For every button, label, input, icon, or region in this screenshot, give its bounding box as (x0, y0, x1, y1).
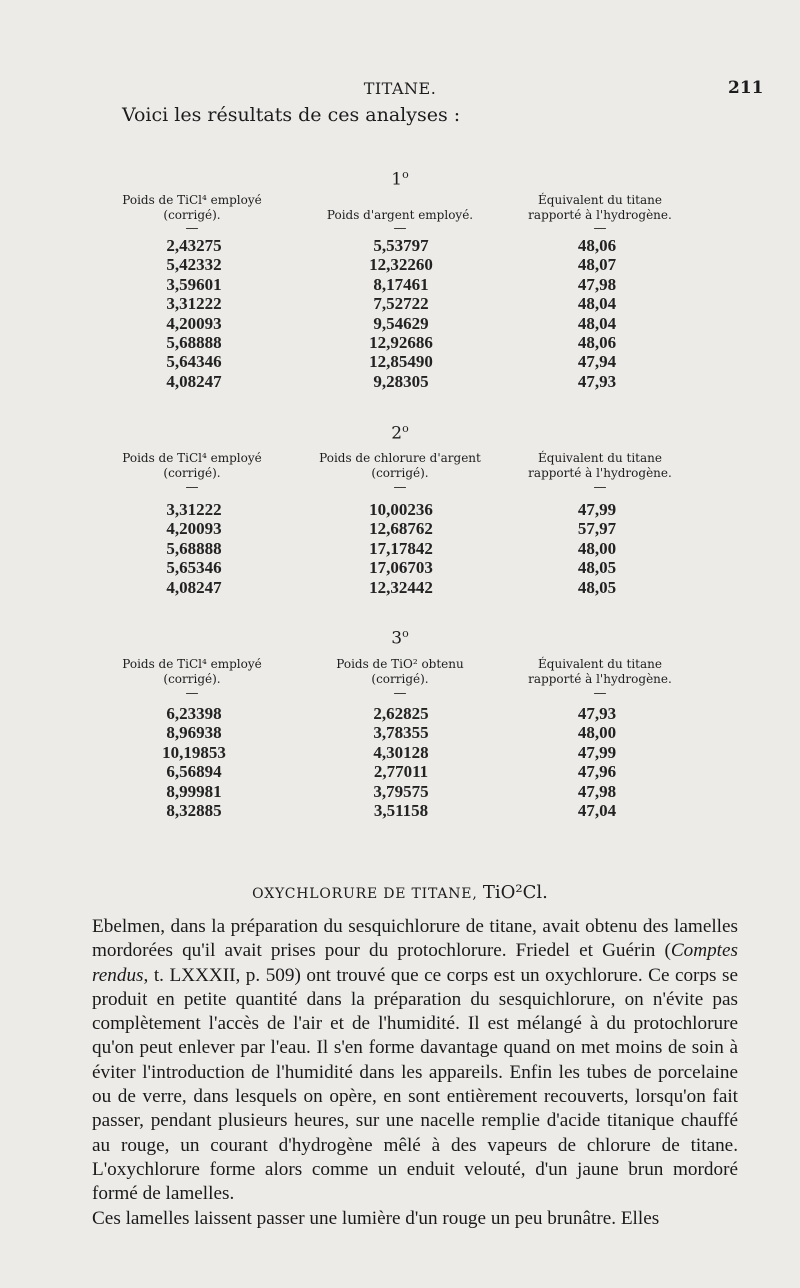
section-number-value: 3 (391, 628, 403, 649)
table-cell: 48,04 (577, 313, 617, 333)
table-cell: 12,85490 (369, 352, 433, 372)
table-cell: 5,64346 (166, 352, 222, 372)
table-cell: 48,06 (577, 236, 617, 255)
table-cell: 8,32885 (166, 801, 222, 821)
ordinal-mark: o (402, 168, 409, 181)
table1-col1-header (118, 193, 266, 223)
table-cell: 3,78355 (373, 723, 429, 743)
section-number-2 (0, 422, 800, 444)
table-cell: 10,00236 (369, 500, 433, 519)
subtitle-text: OXYCHLORURE DE TITANE, (252, 886, 483, 902)
table3-col2-dash: — (393, 686, 407, 701)
table-cell: 17,17842 (369, 538, 433, 558)
table-cell: 6,23398 (166, 704, 222, 723)
table-cell: 4,08247 (166, 577, 222, 597)
table-cell: 12,92686 (369, 333, 433, 353)
header-line: Équivalent du titane (538, 657, 662, 671)
journal-title: Comptes rendus (92, 940, 738, 986)
table-cell: 47,93 (577, 371, 617, 391)
table-cell: 4,30128 (373, 742, 429, 762)
section-number-1 (0, 168, 800, 190)
header-line: (corrigé). (163, 208, 221, 222)
running-header-title: TITANE. (363, 79, 437, 98)
table3-col3-dash: — (593, 686, 607, 701)
header-line: (corrigé). (371, 466, 429, 480)
table1-col2-dash: — (393, 221, 407, 236)
table-cell: 8,17461 (373, 274, 429, 294)
header-line: (corrigé). (163, 672, 221, 686)
table-cell: 47,93 (577, 704, 617, 723)
table-cell: 6,56894 (166, 762, 222, 782)
table-cell: 48,04 (577, 294, 617, 314)
table2-col1-values (130, 500, 258, 597)
table-cell: 47,94 (577, 352, 617, 372)
paragraph-1 (92, 915, 738, 1207)
section-number-value: 2 (391, 423, 403, 444)
ordinal-mark: o (402, 422, 409, 435)
table-cell: 10,19853 (162, 742, 226, 762)
table-cell: 48,05 (577, 558, 617, 578)
header-line: Poids de TiCl⁴ employé (122, 193, 262, 207)
table1-col3-header (525, 193, 675, 223)
body-text (92, 915, 738, 1231)
header-line: Poids de TiCl⁴ employé (122, 657, 262, 671)
paragraph-text: , t. LXXXII, p. 509) ont trouvé que ce corps est un oxychlorure. Ce corps se produit en petite quantité dans la préparation du sesquichlorure, on n'évite pas complètement l'accès de l'air et de l'humidité. Il est mélangé à du protochlorure qu'on peut enlever par l'eau. Il s'en forme davantage quand on met moins de soin à éviter l'introduction de l'humidité dans les appareils. Enfin les tubes de porcelaine ou de verre, dans lesquels on opère, en sont entièrement recouverts, lorsqu'on fait passer, pendant plusieurs heures, sur une nacelle remplie d'acide titanique chauffé au rouge, un courant d'hydrogène mêlé à des vapeurs de chlorure de titane. L'oxychlorure forme alors comme un enduit velouté, d'un jaune brun mordoré formé de lamelles. (92, 964, 738, 1205)
table-cell: 47,04 (577, 801, 617, 821)
table-cell: 8,96938 (166, 723, 222, 743)
paragraph-2: Ces lamelles laissent passer une lumière d'un rouge un peu brunâtre. Elles (92, 1207, 660, 1229)
table1-col1-dash: — (185, 221, 199, 236)
section-number-value: 1 (391, 169, 403, 190)
table-cell: 12,68762 (369, 519, 433, 539)
header-line: Équivalent du titane (538, 193, 662, 207)
table-cell: 57,97 (577, 519, 617, 539)
header-line: Poids d'argent employé. (326, 208, 474, 222)
table-cell: 12,32442 (369, 577, 433, 597)
table2-col3-header (525, 451, 675, 481)
table-cell: 8,99981 (166, 781, 222, 801)
table-cell: 5,68888 (166, 333, 222, 353)
header-line: rapporté à l'hydrogène. (528, 672, 672, 686)
table-cell: 7,52722 (373, 294, 429, 314)
paragraph-text: Ebelmen, dans la préparation du sesquichlorure de titane, avait obtenu des lamelles mordorées qu'il avait prises pour du protochlorure. Friedel et Guérin ( (92, 916, 738, 962)
header-line: Poids de chlorure d'argent (319, 451, 481, 465)
table-cell: 5,68888 (166, 538, 222, 558)
table-cell: 2,43275 (166, 236, 222, 255)
table-cell: 47,99 (577, 742, 617, 762)
table3-col3-header (525, 657, 675, 687)
header-line: rapporté à l'hydrogène. (528, 208, 672, 222)
table3-col1-dash: — (185, 686, 199, 701)
table-cell: 3,31222 (166, 294, 222, 314)
header-line: Poids de TiO² obtenu (336, 657, 464, 671)
table1-col3-values (545, 236, 649, 391)
ordinal-mark: o (402, 627, 409, 640)
header-line: Équivalent du titane (538, 451, 662, 465)
table3-col2-header (306, 657, 494, 687)
table2-col2-values (332, 500, 470, 597)
table-cell: 3,59601 (166, 274, 222, 294)
table-cell: 9,28305 (373, 371, 429, 391)
table2-col2-header (306, 451, 494, 481)
table-cell: 5,42332 (166, 255, 222, 275)
table2-col1-header (118, 451, 266, 481)
table3-col1-header (118, 657, 266, 687)
table-cell: 5,53797 (373, 236, 429, 255)
table-cell: 47,98 (577, 274, 617, 294)
table-cell: 48,07 (577, 255, 617, 275)
header-line: (corrigé). (371, 672, 429, 686)
table3-col3-values (545, 704, 649, 820)
section-number-3 (0, 627, 800, 649)
table1-col2-values (332, 236, 470, 391)
table-cell: 47,98 (577, 781, 617, 801)
table-cell: 3,79575 (373, 781, 429, 801)
table2-col1-dash: — (185, 480, 199, 495)
header-line: rapporté à l'hydrogène. (528, 466, 672, 480)
table2-col2-dash: — (393, 480, 407, 495)
table-cell: 3,31222 (166, 500, 222, 519)
table2-col3-values (545, 500, 649, 597)
section-subtitle (0, 882, 800, 903)
table-cell: 9,54629 (373, 313, 429, 333)
intro-line: Voici les résultats de ces analyses : (122, 104, 461, 126)
table-cell: 48,00 (577, 538, 617, 558)
table-cell: 5,65346 (166, 558, 222, 578)
header-line: Poids de TiCl⁴ employé (122, 451, 262, 465)
table1-col3-dash: — (593, 221, 607, 236)
table-cell: 4,08247 (166, 371, 222, 391)
header-line: (corrigé). (163, 466, 221, 480)
table-cell: 48,06 (577, 333, 617, 353)
table3-col1-values (130, 704, 258, 820)
table-cell: 2,77011 (373, 762, 429, 782)
table-cell: 48,00 (577, 723, 617, 743)
subtitle-formula: TiO²Cl. (482, 882, 548, 903)
table-cell: 12,32260 (369, 255, 433, 275)
table1-col1-values (130, 236, 258, 391)
table-cell: 2,62825 (373, 704, 429, 723)
table-cell: 47,99 (577, 500, 617, 519)
table-cell: 47,96 (577, 762, 617, 782)
page-number: 211 (728, 78, 764, 98)
table-cell: 4,20093 (166, 519, 222, 539)
table-cell: 3,51158 (373, 801, 429, 821)
table-cell: 48,05 (577, 577, 617, 597)
table2-col3-dash: — (593, 480, 607, 495)
table-cell: 17,06703 (369, 558, 433, 578)
table3-col2-values (332, 704, 470, 820)
table-cell: 4,20093 (166, 313, 222, 333)
